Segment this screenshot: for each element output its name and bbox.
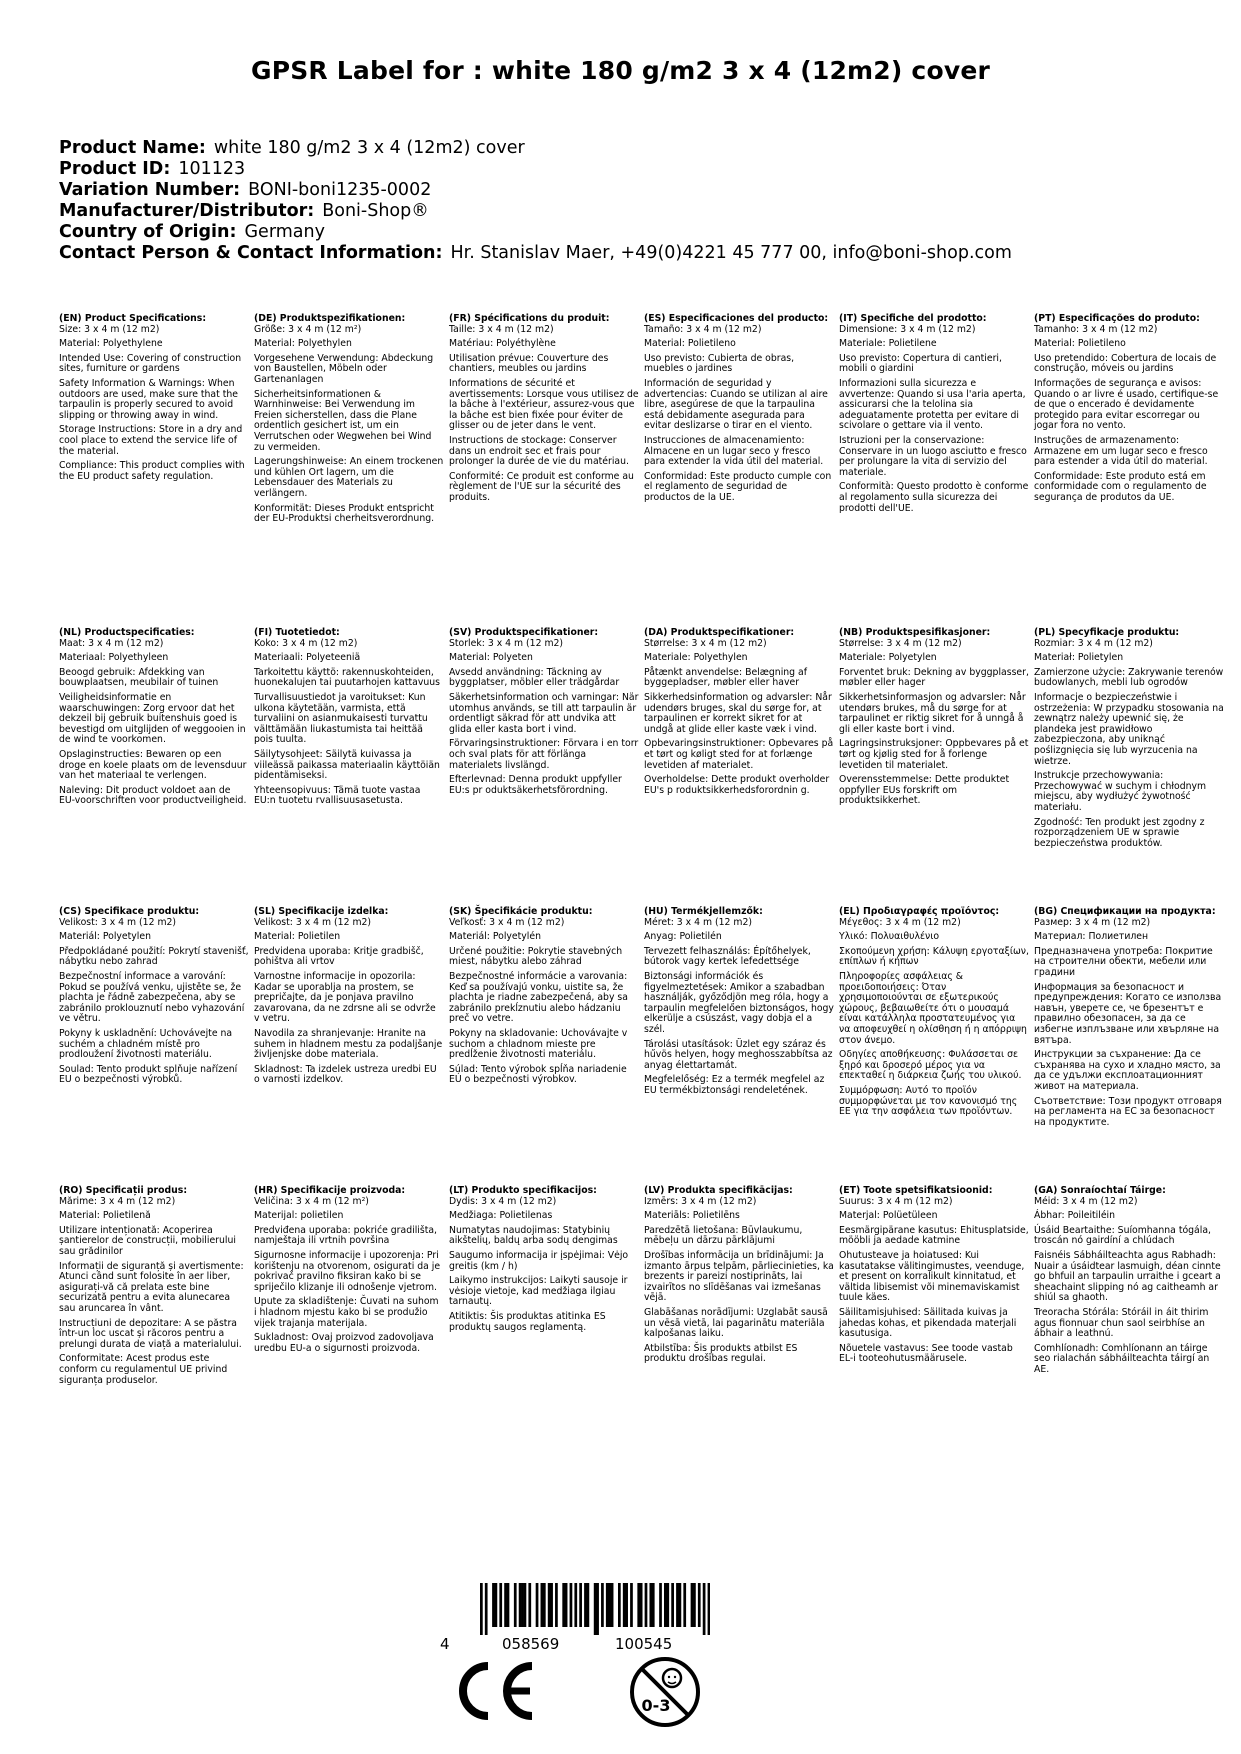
spec-paragraph: Medžiaga: Polietilenas: [449, 1210, 553, 1222]
spec-paragraph: Anyag: Polietilén: [644, 931, 722, 943]
barcode-bar: [601, 1583, 604, 1627]
spec-size: Izmērs: 3 x 4 m (12 m2): [644, 1195, 757, 1207]
spec-paragraph: Sikkerhedsinformation og advarsler: Når udendørs bruges, skal du sørge for, at tarpaulinen er korrekt sikret for at undgå at glide eller kaste væk i vind.: [644, 691, 832, 735]
spec-heading: (FI) Tuotetiedot:: [254, 627, 340, 638]
spec-paragraph: Bezpečnostné informácie a varovania: Keď sa používajú vonku, uistite sa, že plachta je riadne zabezpečená, aby sa zabránilo prekĺznutiu alebo hádzaniu preč vo vetre.: [449, 970, 628, 1025]
spec-block: [254, 314, 444, 529]
barcode-right-digits: 100545: [615, 1635, 673, 1653]
spec-paragraph: Určené použitie: Pokrytie stavebných miest, nábytku alebo záhrad: [449, 945, 623, 968]
barcode-bar: [594, 1583, 597, 1635]
barcode-bar: [679, 1583, 682, 1627]
spec-size: Koko: 3 x 4 m (12 m2): [254, 637, 358, 649]
spec-heading: (NB) Produktspesifikasjoner:: [839, 627, 991, 638]
spec-paragraph: Συμμόρφωση: Αυτό το προϊόν συμμορφώνεται με τον κανονισμό της ΕΕ για την ασφάλεια των προϊόντων.: [839, 1084, 1018, 1118]
spec-block: [59, 1186, 249, 1390]
barcode-bar: [596, 1583, 599, 1635]
spec-paragraph: Πληροφορίες ασφάλειας & προειδοποιήσεις: Όταν χρησιμοποιούνται σε εξωτερικούς χώρους, βεβαιωθείτε ότι ο μουσαμά είναι κατάλληλα προστατευμένος για να αποφευχθεί η ολίσθηση ή η απόρριψη στον άνεμο.: [839, 970, 1027, 1046]
barcode-bar: [645, 1583, 648, 1627]
spec-paragraph: Intended Use: Covering of construction sites, furniture or gardens: [59, 352, 242, 375]
spec-block: [644, 628, 834, 800]
spec-block: [1034, 628, 1224, 853]
spec-paragraph: Съответствие: Този продукт отговаря на регламента на ЕС за безопасност на продуктите.: [1034, 1095, 1222, 1128]
spec-heading: (EN) Product Specifications:: [59, 313, 207, 324]
spec-paragraph: Material: Polietilen: [254, 931, 341, 943]
spec-paragraph: Material: Polyethylen: [254, 338, 352, 350]
spec-paragraph: Säkerhetsinformation och varningar: När utomhus används, se till att tarpaulin är ordentligt säkrad för att undvika att glida eller kasta bort i vind.: [449, 691, 639, 735]
spec-paragraph: Utilizare intenționată: Acoperirea șantierelor de construcții, mobilierului sau grădinilor: [59, 1224, 236, 1257]
spec-paragraph: Avsedd användning: Täckning av byggplatser, möbler eller trädgårdar: [449, 666, 620, 689]
spec-paragraph: Paredzētā lietošana: Būvlaukumu, mēbeļu un dārzu pārklājumi: [644, 1224, 803, 1247]
info-row: [59, 201, 1012, 222]
spec-paragraph: Uso pretendido: Cobertura de locais de construção, móveis ou jardins: [1034, 352, 1217, 375]
spec-size: Tamanho: 3 x 4 m (12 m2): [1034, 323, 1158, 335]
spec-size: Dimensione: 3 x 4 m (12 m2): [839, 323, 976, 335]
spec-paragraph: Материал: Полиетилен: [1034, 931, 1149, 943]
spec-heading: (LV) Produkta specifikācijas:: [644, 1185, 793, 1196]
spec-paragraph: Overensstemmelse: Dette produktet oppfyller EUs forskrift om produktsikkerhet.: [839, 774, 1010, 807]
spec-paragraph: Efterlevnad: Denna produkt uppfyller EU:s pr oduktsäkerhetsförordning.: [449, 774, 622, 796]
spec-paragraph: Safety Information & Warnings: When outdoors are used, make sure that the tarpaulin is properly secured to avoid slipping or throwing away in wind.: [59, 377, 238, 421]
spec-paragraph: Ábhar: Poileitiléin: [1034, 1210, 1116, 1222]
spec-paragraph: Sigurnosne informacije i upozorenja: Pri korištenju na otvorenom, osigurati da je pokrivač pravilno fiksiran kako bi se spriječilo klizanje ili odnošenje vjetrom.: [254, 1249, 441, 1293]
barcode-bar: [555, 1583, 558, 1627]
barcode-bar: [608, 1583, 611, 1627]
spec-paragraph: Atitiktis: Šis produktas atitinka ES produktų saugos reglamentą.: [449, 1310, 606, 1333]
spec-paragraph: Storage Instructions: Store in a dry and cool place to extend the service life of the material.: [59, 424, 243, 457]
spec-heading: (PL) Specyfikacje produktu:: [1034, 627, 1180, 638]
spec-paragraph: Material: Polietileno: [1034, 338, 1126, 350]
spec-paragraph: Uso previsto: Cubierta de obras, muebles o jardines: [644, 352, 795, 375]
spec-paragraph: Materiál: Polyetylen: [59, 931, 151, 943]
spec-heading: (PT) Especificações do produto:: [1034, 313, 1200, 324]
barcode-bar: [698, 1583, 701, 1627]
spec-block: [839, 1186, 1029, 1369]
info-label: Manufacturer/Distributor:: [59, 201, 315, 221]
spec-block: [254, 907, 444, 1090]
barcode-bar: [652, 1583, 655, 1627]
spec-size: Size: 3 x 4 m (12 m2): [59, 323, 160, 335]
spec-paragraph: Säilytysohjeet: Säilytä kuivassa ja viileässä paikassa materiaalin käyttöiän pidentämiseksi.: [254, 748, 440, 782]
spec-size: Taille: 3 x 4 m (12 m2): [449, 323, 554, 335]
barcode-bar: [683, 1583, 686, 1627]
spec-heading: (BG) Спецификации на продукта:: [1034, 906, 1216, 917]
spec-paragraph: Instrucciones de almacenamiento: Almacene en un lugar seco y fresco para extender la vida útil del material.: [644, 434, 824, 468]
spec-paragraph: Sicherheitsinformationen & Warnhinweise: Bei Verwendung im Freien sicherstellen, dass die Plane ordentlich gesichert ist, um ein Verrutschen oder Wegwehen bei Wind zu vermeiden.: [254, 388, 432, 453]
spec-paragraph: Instrucțiuni de depozitare: A se păstra într-un loc uscat și răcoros pentru a prelungi durata de viață a materialului.: [59, 1317, 242, 1350]
spec-paragraph: Laikymo instrukcijos: Laikyti sausoje ir vėsioje vietoje, kad medžiaga ilgiau tarnautų.: [449, 1275, 628, 1308]
barcode-bar: [541, 1583, 544, 1627]
spec-heading: (DE) Produktspezifikationen:: [254, 313, 406, 324]
spec-heading: (HR) Specifikacije proizvoda:: [254, 1185, 406, 1196]
barcode-bar: [519, 1583, 522, 1627]
spec-paragraph: Instruções de armazenamento: Armazene em um lugar seco e fresco para estender a vida útil do material.: [1034, 434, 1208, 468]
spec-block: [644, 907, 834, 1101]
spec-paragraph: Veiligheidsinformatie en waarschuwingen: Zorg ervoor dat het dekzeil bij gebruik buitenshuis goed is bevestigd om uitglijden of weggooien in de wind te voorkomen.: [59, 691, 246, 746]
barcode-bar: [562, 1583, 565, 1627]
spec-block: [1034, 1186, 1224, 1380]
spec-heading: (ET) Toote spetsifikatsioonid:: [839, 1185, 993, 1196]
spec-paragraph: Informazioni sulla sicurezza e avvertenze: Quando si usa l'aria aperta, assicurarsi che la telolina sia adeguatamente protetta per evitare di scivolare o gettare via il vento.: [839, 377, 1026, 432]
barcode-bar: [637, 1583, 640, 1627]
spec-paragraph: Pokyny na skladovanie: Uchovávajte v suchom a chladnom mieste pre predĺženie životnosti materiálu.: [449, 1027, 628, 1061]
barcode-bar: [693, 1583, 696, 1627]
spec-paragraph: Glabāšanas norādījumi: Uzglabāt sausā un vēsā vietā, lai pagarinātu materiāla kalpošanas laiku.: [644, 1306, 828, 1340]
spec-block: [449, 1186, 639, 1337]
spec-paragraph: Konformität: Dieses Produkt entspricht der EU-Produktsi cherheitsverordnung.: [254, 502, 435, 525]
spec-paragraph: Информация за безопасност и предупреждения: Когато се използва навън, уверете се, че брезентът е правилно обезопасен, за да се избегне изплъзване или хвърляне на вятъра.: [1034, 981, 1222, 1046]
spec-paragraph: Biztonsági információk és figyelmeztetések: Amikor a szabadban használják, győződjön meg róla, hogy a tarpaulin megfelelően biztonságos, hogy elkerülje a csúszást, vagy dobja el a szél.: [644, 970, 834, 1035]
info-value: Boni-Shop®: [322, 201, 429, 221]
spec-paragraph: Megfelelőség: Ez a termék megfelel az EU termékbiztonsági rendeletének.: [644, 1074, 825, 1096]
barcode-bar: [514, 1583, 517, 1627]
barcode-bar: [524, 1583, 527, 1627]
spec-block: [839, 314, 1029, 518]
spec-paragraph: Vorgesehene Verwendung: Abdeckung von Baustellen, Möbeln oder Gartenanlagen: [254, 352, 434, 385]
info-label: Product Name:: [59, 138, 206, 158]
spec-paragraph: Úsáid Beartaithe: Suíomhanna tógála, troscán nó gairdíní a chlúdach: [1034, 1224, 1211, 1247]
spec-paragraph: Pokyny k uskladnění: Uchovávejte na suchém a chladném místě pro prodloužení životnosti materiálu.: [59, 1027, 233, 1061]
barcode-bar: [499, 1583, 502, 1627]
spec-paragraph: Soulad: Tento produkt splňuje nařízení EU o bezpečnosti výrobků.: [59, 1063, 238, 1086]
spec-heading: (SL) Specifikacije izdelka:: [254, 906, 389, 917]
spec-block: [59, 628, 249, 811]
spec-block: [1034, 314, 1224, 508]
spec-block: [839, 907, 1029, 1122]
barcode-bar: [618, 1583, 621, 1627]
info-label: Product ID:: [59, 159, 171, 179]
spec-paragraph: Lagerungshinweise: An einem trockenen und kühlen Ort lagern, um die Lebensdauer des Materials zu verlängern.: [254, 456, 444, 499]
spec-size: Μέγεθος: 3 x 4 m (12 m2): [839, 916, 961, 928]
barcode-bar: [625, 1583, 628, 1627]
info-value: BONI-boni1235-0002: [248, 180, 432, 200]
spec-size: Mărime: 3 x 4 m (12 m2): [59, 1195, 176, 1207]
spec-paragraph: Ohutusteave ja hoiatused: Kui kasutatakse välitingimustes, veenduge, et present on korralikult kinnitatud, et vältida libisemist või minemaviskamist tuule käes.: [839, 1249, 1025, 1304]
spec-paragraph: Nõuetele vastavus: See toode vastab EL-i tooteohutusmäärusele.: [839, 1342, 1013, 1365]
info-value: white 180 g/m2 3 x 4 (12m2) cover: [213, 138, 525, 158]
barcode-bar: [640, 1583, 643, 1627]
spec-heading: (HU) Termékjellemzők:: [644, 906, 763, 917]
spec-paragraph: Předpokládané použití: Pokrytí stavenišť, nábytku nebo zahrad: [59, 945, 249, 968]
barcode-bar: [528, 1583, 531, 1627]
spec-paragraph: Predviđena uporaba: pokriće gradilišta, namještaja ili vrtnih površina: [254, 1224, 437, 1247]
info-row: [59, 243, 1012, 264]
spec-paragraph: Materiale: Polietilene: [839, 338, 937, 350]
spec-size: Rozmiar: 3 x 4 m (12 m2): [1034, 637, 1153, 649]
spec-heading: (GA) Sonraíochtaí Táirge:: [1034, 1185, 1166, 1196]
spec-paragraph: Σκοπούμενη χρήση: Κάλυψη εργοταξίων, επίπλων ή κήπων: [839, 945, 1029, 968]
spec-heading: (RO) Specificații produs:: [59, 1185, 188, 1196]
spec-paragraph: Informations de sécurité et avertissements: Lorsque vous utilisez de la bâche à l'extérieur, assurez-vous que la bâche est bien fixée pour éviter de glisser ou de jeter dans le vent.: [449, 377, 639, 432]
barcode-bar: [606, 1583, 609, 1627]
spec-paragraph: Opbevaringsinstruktioner: Opbevares på et tørt og køligt sted for at forlænge levetiden af materialet.: [644, 738, 834, 771]
spec-size: Størrelse: 3 x 4 m (12 m2): [839, 637, 962, 649]
spec-size: Dydis: 3 x 4 m (12 m2): [449, 1195, 557, 1207]
barcode-bar: [703, 1583, 706, 1635]
spec-paragraph: Инструкции за съхранение: Да се съхранява на сухо и хладно място, за да се удължи експлоатационният живот на материала.: [1034, 1049, 1221, 1092]
spec-paragraph: Bezpečnostní informace a varování: Pokud se používá venku, ujistěte se, že plachta je řádně zabezpečena, aby se zabránilo proklouznutí nebo vyhazování ve větru.: [59, 970, 245, 1025]
spec-paragraph: Conformidade: Este produto está em conformidade com o regulamento de segurança de produtos da UE.: [1034, 470, 1207, 503]
barcode-bar: [570, 1583, 573, 1627]
barcode: [440, 1583, 760, 1653]
spec-size: Velikost: 3 x 4 m (12 m2): [59, 916, 177, 928]
barcode-bar: [611, 1583, 614, 1627]
barcode-bar: [504, 1583, 507, 1627]
spec-paragraph: Zgodność: Ten produkt jest zgodny z rozporządzeniem UE w sprawie bezpieczeństwa produktów.: [1034, 816, 1205, 849]
spec-size: Storlek: 3 x 4 m (12 m2): [449, 637, 564, 649]
spec-paragraph: Sukladnost: Ovaj proizvod zadovoljava uredbu EU-a o sigurnosti proizvoda.: [254, 1332, 434, 1354]
info-row: [59, 222, 1012, 243]
spec-paragraph: Materiale: Polyethylen: [644, 652, 748, 664]
barcode-bar: [536, 1583, 539, 1627]
info-value: 101123: [178, 159, 246, 179]
barcode-bar: [584, 1583, 587, 1627]
barcode-bar: [495, 1583, 498, 1627]
spec-paragraph: Materiāls: Polietilēns: [644, 1210, 740, 1222]
spec-paragraph: Upute za skladištenje: Čuvati na suhom i hladnom mjestu kako bi se produžio vijek trajanja materijala.: [254, 1296, 439, 1329]
spec-block: [644, 314, 834, 508]
info-value: Germany: [244, 222, 325, 242]
spec-paragraph: Υλικό: Πολυαιθυλένιο: [839, 931, 940, 943]
barcode-bar: [485, 1583, 488, 1635]
spec-paragraph: Compliance: This product complies with the EU product safety regulation.: [59, 460, 245, 482]
spec-heading: (IT) Specifiche del prodotto:: [839, 313, 987, 324]
spec-paragraph: Materiaal: Polyethyleen: [59, 652, 169, 664]
barcode-bar: [649, 1583, 652, 1627]
spec-paragraph: Material: Polietileno: [644, 338, 736, 350]
barcode-bar: [543, 1583, 546, 1627]
barcode-bar: [671, 1583, 674, 1627]
barcode-bar: [521, 1583, 524, 1627]
spec-paragraph: Предназначена употреба: Покритие на строителни обекти, мебели или градини: [1034, 945, 1213, 978]
barcode-bar: [565, 1583, 568, 1627]
spec-size: Veľkosť: 3 x 4 m (12 m2): [449, 916, 565, 928]
spec-size: Größe: 3 x 4 m (12 m²): [254, 323, 362, 335]
spec-paragraph: Overholdelse: Dette produkt overholder EU's p roduktsikkerhedsforordnin g.: [644, 774, 830, 796]
spec-heading: (CS) Specifikace produktu:: [59, 906, 200, 917]
barcode-bar: [574, 1583, 577, 1627]
barcode-bar: [708, 1583, 710, 1635]
spec-paragraph: Materiál: Polyetylén: [449, 931, 541, 943]
barcode-bar: [548, 1583, 551, 1627]
info-row: [59, 159, 1012, 180]
barcode-bar: [507, 1583, 510, 1627]
spec-paragraph: Materijal: polietilen: [254, 1210, 344, 1222]
spec-paragraph: Påtænkt anvendelse: Belægning af byggepladser, møbler eller haver: [644, 666, 807, 689]
spec-paragraph: Predvidena uporaba: Kritje gradbišč, pohištva ali vrtov: [254, 945, 424, 968]
spec-heading: (LT) Produkto specifikacijos:: [449, 1185, 597, 1196]
spec-paragraph: Saugumo informacija ir įspėjimai: Vėjo greitis (km / h): [449, 1249, 629, 1272]
spec-size: Velikost: 3 x 4 m (12 m2): [254, 916, 372, 928]
barcode-bar: [550, 1583, 553, 1627]
spec-paragraph: Súlad: Tento výrobok spĺňa nariadenie EÚ o bezpečnosti výrobkov.: [449, 1063, 627, 1086]
spec-paragraph: Skladnost: Ta izdelek ustreza uredbi EU o varnosti izdelkov.: [254, 1063, 437, 1086]
spec-heading: (ES) Especificaciones del producto:: [644, 313, 829, 324]
spec-block: [254, 628, 444, 811]
spec-paragraph: Materiał: Polietylen: [1034, 652, 1124, 664]
spec-block: [644, 1186, 834, 1369]
spec-paragraph: Eesmärgipärane kasutus: Ehitusplatside, mööbli ja aedade katmine: [839, 1224, 1029, 1247]
spec-paragraph: Beoogd gebruik: Afdekking van bouwplaatsen, meubilair of tuinen: [59, 666, 219, 689]
spec-paragraph: Varnostne informacije in opozorila: Kadar se uporablja na prostem, se prepričajte, da je ponjava pravilno zavarovana, da ne zdrsne ali se odvrže v vetru.: [254, 970, 436, 1025]
spec-paragraph: Tervezett felhasználás: Építőhelyek, bútorok vagy kertek lefedettsége: [644, 945, 811, 968]
spec-paragraph: Sikkerhetsinformasjon og advarsler: Når utendørs brukes, må du sørge for at tarpaulinet er riktig sikret for å unngå å gli eller kaste bort i vind.: [839, 691, 1026, 735]
spec-block: [59, 314, 249, 486]
spec-paragraph: Materiaali: Polyeteeniä: [254, 652, 361, 664]
info-value: Hr. Stanislav Maer, +49(0)4221 45 777 00, info@boni-shop.com: [450, 243, 1012, 263]
spec-size: Méid: 3 x 4 m (12 m2): [1034, 1195, 1138, 1207]
spec-block: [449, 907, 639, 1090]
spec-size: Méret: 3 x 4 m (12 m2): [644, 916, 753, 928]
spec-paragraph: Drošības informācija un brīdinājumi: Ja izmanto ārpus telpām, pārliecinieties, ka brezents ir pareizi nostiprināts, lai izvairītos no slīdēšanas vai izmešanas vējā.: [644, 1249, 834, 1304]
spec-heading: (NL) Productspecificaties:: [59, 627, 195, 638]
barcode-lead-digit: 4: [440, 1635, 450, 1653]
spec-heading: (SV) Produktspecifikationer:: [449, 627, 599, 638]
spec-size: Suurus: 3 x 4 m (12 m2): [839, 1195, 953, 1207]
info-row: [59, 180, 1012, 201]
spec-size: Размер: 3 x 4 m (12 m2): [1034, 916, 1151, 928]
ce-mark-icon: [450, 1660, 540, 1722]
barcode-bar: [492, 1583, 495, 1627]
spec-paragraph: Opslaginstructies: Bewaren op een droge en koele plaats om de levensduur van het materiaal te verlengen.: [59, 748, 247, 782]
spec-paragraph: Conformitate: Acest produs este conform cu regulamentul UE privind siguranța produselor.: [59, 1353, 228, 1386]
info-label: Variation Number:: [59, 180, 241, 200]
barcode-bar: [666, 1583, 669, 1627]
spec-paragraph: Forventet bruk: Dekning av byggplasser, møbler eller hager: [839, 666, 1029, 689]
spec-size: Størrelse: 3 x 4 m (12 m2): [644, 637, 767, 649]
spec-paragraph: Matériau: Polyéthylène: [449, 338, 556, 350]
spec-paragraph: Instrukcje przechowywania: Przechowywać w suchym i chłodnym miejscu, aby wydłużyć żywotność materiału.: [1034, 770, 1207, 813]
spec-block: [839, 628, 1029, 811]
spec-paragraph: Conformité: Ce produit est conforme au règlement de l'UE sur la sécurité des produits.: [449, 470, 634, 503]
spec-size: Veličina: 3 x 4 m (12 m²): [254, 1195, 369, 1207]
spec-paragraph: Información de seguridad y advertencias: Cuando se utilizan al aire libre, asegúrese de que la tarpaulina está debidamente asegurada para evitar deslizarse o tirar en el viento.: [644, 377, 828, 432]
spec-paragraph: Informații de siguranță și avertismente: Atunci când sunt folosite în aer liber, asigurați-vă că prelata este bine securizată pentru a evita alunecarea sau aruncarea în vânt.: [59, 1260, 244, 1314]
spec-paragraph: Materiale: Polyetylen: [839, 652, 937, 664]
info-label: Contact Person & Contact Information:: [59, 243, 443, 263]
spec-paragraph: Faisnéis Sábháilteachta agus Rabhadh: Nuair a úsáidtear lasmuigh, déan cinnte go bhfuil an tarpaulin urraithe i gceart a sheachaint slipping nó ag caitheamh ar shiúl sa ghaoth.: [1034, 1249, 1221, 1304]
spec-paragraph: Tárolási utasítások: Üzlet egy száraz és hűvös helyen, hogy meghosszabbítsa az anyag élettartamát.: [644, 1038, 833, 1071]
spec-heading: (FR) Spécifications du produit:: [449, 313, 610, 324]
spec-paragraph: Comhlíonadh: Comhlíonann an táirge seo rialachán sábháilteachta táirgí an AE.: [1034, 1342, 1210, 1375]
barcode-left-digits: 058569: [502, 1635, 560, 1653]
barcode-bar: [691, 1583, 694, 1627]
spec-paragraph: Säilitamisjuhised: Säilitada kuivas ja jahedas kohas, et pikendada materjali kasutusiga.: [839, 1306, 1017, 1340]
spec-paragraph: Material: Polyethylene: [59, 338, 163, 350]
spec-paragraph: Atbilstība: Šis produkts atbilst ES produktu drošības regulai.: [644, 1342, 798, 1365]
spec-paragraph: Uso previsto: Copertura di cantieri, mobili o giardini: [839, 352, 1002, 375]
spec-block: [1034, 907, 1224, 1132]
spec-block: [254, 1186, 444, 1358]
spec-heading: (SK) Špecifikácie produktu:: [449, 906, 593, 917]
spec-paragraph: Conformità: Questo prodotto è conforme al regolamento sulla sicurezza dei prodotti dell'UE.: [839, 481, 1029, 514]
spec-paragraph: Conformidad: Este producto cumple con el reglamento de seguridad de productos de la UE.: [644, 470, 832, 503]
spec-size: Maat: 3 x 4 m (12 m2): [59, 637, 164, 649]
spec-paragraph: Tarkoitettu käyttö: rakennuskohteiden, huonekalujen tai puutarhojen kattavuus: [254, 666, 440, 689]
spec-paragraph: Yhteensopivuus: Tämä tuote vastaa EU:n tuotetu rvallisuusasetusta.: [254, 784, 421, 807]
spec-block: [59, 907, 249, 1090]
barcode-bar: [664, 1583, 667, 1627]
spec-paragraph: Zamierzone użycie: Zakrywanie terenów budowlanych, mebli lub ogrodów: [1034, 666, 1224, 689]
spec-paragraph: Navodila za shranjevanje: Hranite na suhem in hladnem mestu za podaljšanje življenjske dobe materiala.: [254, 1027, 443, 1061]
spec-paragraph: Numatytas naudojimas: Statybinių aikštelių, baldų arba sodų dengimas: [449, 1224, 618, 1247]
spec-paragraph: Treoracha Stórála: Stóráil in áit thirim agus fionnuar chun saol seirbhíse an ábhair a leathnú.: [1034, 1306, 1209, 1340]
spec-paragraph: Material: Polietilenă: [59, 1210, 151, 1222]
age-warning-icon: [628, 1655, 702, 1729]
spec-heading: (EL) Προδιαγραφές προϊόντος:: [839, 906, 1000, 917]
spec-paragraph: Förvaringsinstruktioner: Förvara i en torr och sval plats för att förlänga materialets livslängd.: [449, 738, 639, 771]
barcode-bar: [480, 1583, 483, 1635]
spec-paragraph: Turvallisuustiedot ja varoitukset: Kun ulkona käytetään, varmista, että turvaliini on asianmukaisesti turvattu välttämään liukastumista tai heittää pois tuulta.: [254, 691, 428, 746]
barcode-bar: [579, 1583, 582, 1627]
barcode-bar: [587, 1583, 590, 1627]
barcode-bar: [630, 1583, 633, 1627]
spec-paragraph: Material: Polyeten: [449, 652, 533, 664]
info-label: Country of Origin:: [59, 222, 237, 242]
spec-paragraph: Οδηγίες αποθήκευσης: Φυλάσσεται σε ξηρό και δροσερό μέρος για να επεκταθεί η διάρκεια ζωής του υλικού.: [839, 1049, 1022, 1082]
spec-size: Tamaño: 3 x 4 m (12 m2): [644, 323, 762, 335]
barcode-bar: [676, 1583, 679, 1627]
spec-paragraph: Materjal: Polüetüleen: [839, 1210, 938, 1222]
barcode-bar: [623, 1583, 626, 1627]
spec-paragraph: Lagringsinstruksjoner: Oppbevares på et tørt og kjølig sted for å forlenge levetiden til materialet.: [839, 738, 1029, 771]
spec-paragraph: Instructions de stockage: Conserver dans un endroit sec et frais pour prolonger la durée de vie du matériau.: [449, 434, 629, 468]
spec-paragraph: Istruzioni per la conservazione: Conservare in un luogo asciutto e fresco per prolungare la vita di servizio del materiale.: [839, 434, 1027, 478]
barcode-bar: [659, 1583, 662, 1627]
product-info: [59, 138, 1012, 264]
barcode-bars: [480, 1583, 710, 1635]
spec-paragraph: Utilisation prévue: Couverture des chantiers, meubles ou jardins: [449, 352, 609, 375]
spec-paragraph: Informações de segurança e avisos: Quando o ar livre é usado, certifique-se de que o encerado é devidamente protegido para evitar escorregar ou jogar fora no vento.: [1034, 377, 1219, 432]
age-label: 0-3: [641, 1696, 671, 1715]
spec-paragraph: Informacje o bezpieczeństwie i ostrzeżenia: W przypadku stosowania na zewnątrz należy upewnić się, że plandeka jest prawidłowo zabezpieczona, aby uniknąć poślizgnięcia się lub wyrzucenia na wietrze.: [1034, 691, 1224, 767]
spec-heading: (DA) Produktspecifikationer:: [644, 627, 795, 638]
page-title: GPSR Label for : white 180 g/m2 3 x 4 (12m2) cover: [250, 56, 991, 85]
info-row: [59, 138, 1012, 159]
spec-paragraph: Naleving: Dit product voldoet aan de EU-voorschriften voor productveiligheid.: [59, 784, 247, 807]
spec-block: [449, 628, 639, 800]
spec-block: [449, 314, 639, 508]
